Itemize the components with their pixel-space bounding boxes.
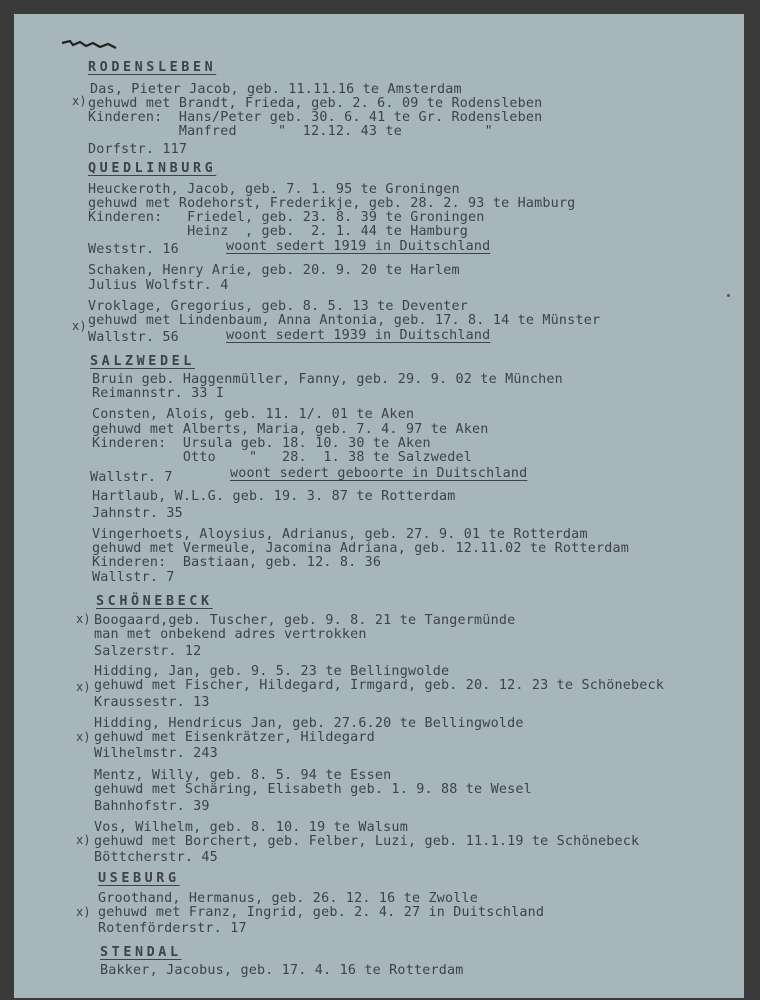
record-line: Mentz, Willy, geb. 8. 5. 94 te Essen	[94, 768, 392, 783]
record-line: Weststr. 16	[88, 242, 179, 257]
margin-mark: x)	[76, 680, 91, 694]
record-line: gehuwd met Rodehorst, Frederikje, geb. 28. 2. 93 te Hamburg	[88, 196, 576, 211]
record-line: Kinderen: Friedel, geb. 23. 8. 39 te Groningen	[88, 210, 485, 225]
margin-mark: x)	[76, 730, 91, 744]
record-line: Rotenförderstr. 17	[98, 921, 247, 936]
record-line: gehuwd met Brandt, Frieda, geb. 2. 6. 09 te Rodensleben	[88, 96, 543, 111]
residence-note: woont sedert 1919 in Duitschland	[226, 239, 491, 254]
record-line: Kinderen: Ursula geb. 18. 10. 30 te Aken	[92, 436, 431, 451]
record-line: Das, Pieter Jacob, geb. 11.11.16 te Amsterdam	[90, 82, 462, 97]
record-line: Dorfstr. 117	[88, 142, 188, 157]
record-line: Wallstr. 7	[92, 570, 175, 585]
record-line: gehuwd met Eisenkrätzer, Hildegard	[94, 730, 375, 745]
record-line: Hidding, Jan, geb. 9. 5. 23 te Bellingwolde	[94, 664, 450, 679]
record-line: Böttcherstr. 45	[94, 850, 218, 865]
record-line: Wallstr. 56	[88, 330, 179, 345]
record-line: Wallstr. 7	[90, 470, 173, 485]
record-line: gehuwd met Borchert, geb. Felber, Luzi, geb. 11.1.19 te Schönebeck	[94, 834, 640, 849]
record-line: gehuwd met Vermeule, Jacomina Adriana, geb. 12.11.02 te Rotterdam	[92, 541, 630, 556]
record-line: Vroklage, Gregorius, geb. 8. 5. 13 te Deventer	[88, 299, 469, 314]
record-line: Julius Wolfstr. 4	[88, 278, 229, 293]
margin-mark: x)	[76, 905, 91, 919]
record-line: gehuwd met Fischer, Hildegard, Irmgard, geb. 20. 12. 23 te Schönebeck	[94, 678, 665, 693]
record-line: man met onbekend adres vertrokken	[94, 627, 367, 642]
section-heading-schonebeck: SCHÖNEBECK	[96, 594, 213, 609]
ink-smudge	[60, 37, 120, 51]
record-line: Jahnstr. 35	[92, 506, 183, 521]
record-line: Vingerhoets, Aloysius, Adrianus, geb. 27. 9. 01 te Rotterdam	[92, 527, 588, 542]
section-heading-salzwedel: SALZWEDEL	[90, 354, 195, 369]
residence-note: woont sedert geboorte in Duitschland	[230, 466, 528, 481]
record-line: Hidding, Hendricus Jan, geb. 27.6.20 te Bellingwolde	[94, 716, 524, 731]
record-line: Manfred " 12.12. 43 te "	[88, 124, 493, 139]
paper-speck	[727, 294, 730, 297]
margin-mark: x)	[76, 612, 91, 626]
residence-note: woont sedert 1939 in Duitschland	[226, 328, 491, 343]
record-line: Kraussestr. 13	[94, 695, 210, 710]
record-line: Schaken, Henry Arie, geb. 20. 9. 20 te Harlem	[88, 263, 460, 278]
record-line: Bakker, Jacobus, geb. 17. 4. 16 te Rotterdam	[100, 963, 464, 978]
record-line: Otto " 28. 1. 38 te Salzwedel	[92, 450, 473, 465]
record-line: gehuwd met Lindenbaum, Anna Antonia, geb. 17. 8. 14 te Münster	[88, 313, 601, 328]
record-line: Kinderen: Hans/Peter geb. 30. 6. 41 te Gr. Rodensleben	[88, 110, 543, 125]
section-heading-quedlinburg: QUEDLINBURG	[88, 161, 217, 176]
record-line: gehuwd met Schäring, Elisabeth geb. 1. 9. 88 te Wesel	[94, 782, 532, 797]
record-line: Consten, Alois, geb. 11. 1/. 01 te Aken	[92, 407, 415, 422]
margin-mark: x)	[72, 94, 87, 108]
record-line: Heuckeroth, Jacob, geb. 7. 1. 95 te Groningen	[88, 182, 460, 197]
record-line: Wilhelmstr. 243	[94, 746, 218, 761]
margin-mark: x)	[76, 833, 91, 847]
record-line: Hartlaub, W.L.G. geb. 19. 3. 87 te Rotterdam	[92, 489, 456, 504]
document-page	[14, 14, 744, 998]
record-line: Salzerstr. 12	[94, 644, 202, 659]
record-line: gehuwd met Franz, Ingrid, geb. 2. 4. 27 in Duitschland	[98, 905, 545, 920]
record-line: Boogaard,geb. Tuscher, geb. 9. 8. 21 te Tangermünde	[94, 613, 516, 628]
record-line: Vos, Wilhelm, geb. 8. 10. 19 te Walsum	[94, 820, 408, 835]
section-heading-rodensleben: RODENSLEBEN	[88, 60, 217, 75]
margin-mark: x)	[72, 319, 87, 333]
section-heading-useburg: USEBURG	[98, 871, 180, 886]
record-line: Heinz , geb. 2. 1. 44 te Hamburg	[88, 224, 469, 239]
record-line: Reimannstr. 33 I	[92, 386, 225, 401]
record-line: Bruin geb. Haggenmüller, Fanny, geb. 29. 9. 02 te München	[92, 372, 563, 387]
record-line: Kinderen: Bastiaan, geb. 12. 8. 36	[92, 555, 382, 570]
section-heading-stendal: STENDAL	[100, 945, 182, 960]
record-line: Groothand, Hermanus, geb. 26. 12. 16 te Zwolle	[98, 891, 479, 906]
record-line: Bahnhofstr. 39	[94, 799, 210, 814]
record-line: gehuwd met Alberts, Maria, geb. 7. 4. 97 te Aken	[92, 422, 489, 437]
